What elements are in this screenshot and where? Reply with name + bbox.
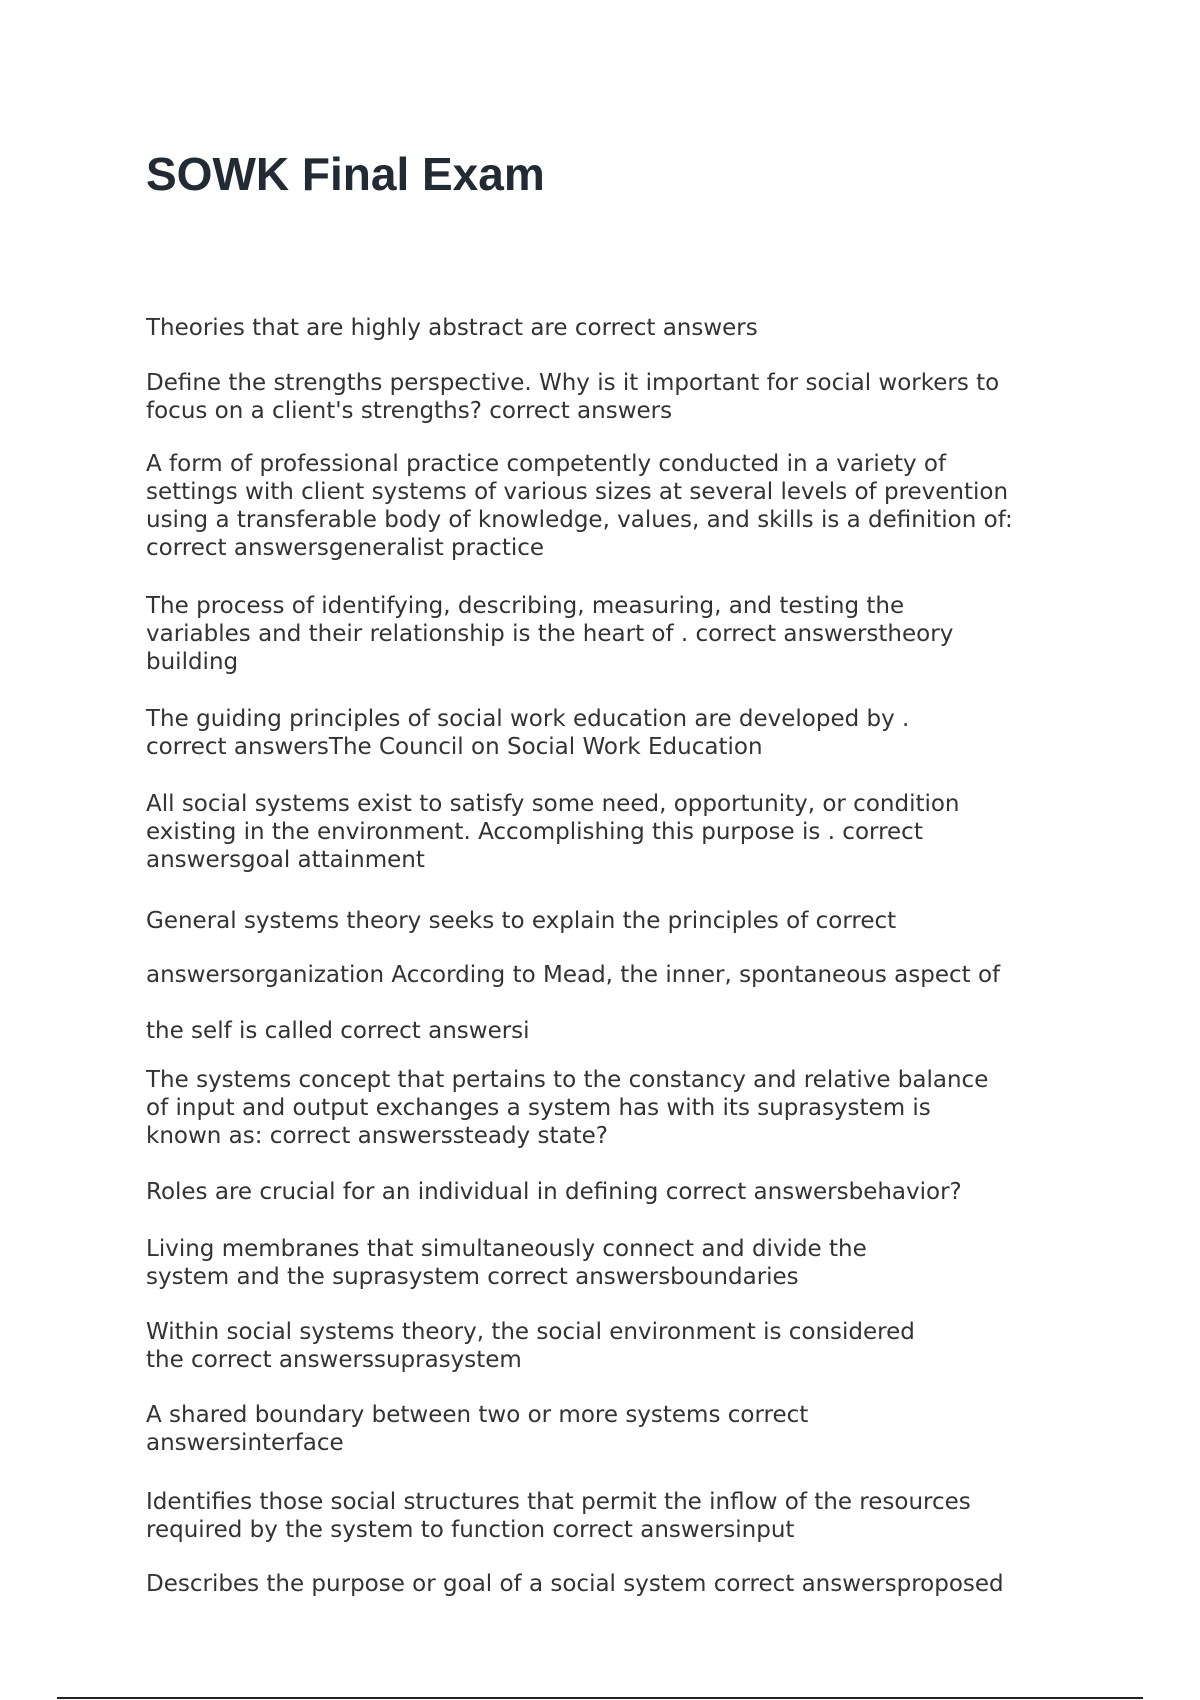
paragraph-5: The guiding principles of social work education are developed by . correct answersThe Council on Social Work Education [146,706,910,760]
paragraph-2: Define the strengths perspective. Why is it important for social workers to focus on a client's strengths? correct answers [146,370,1000,424]
paragraph-1: Theories that are highly abstract are correct answers [146,315,758,341]
paragraph-9: the self is called correct answersi [146,1018,530,1044]
document-title: SOWK Final Exam [146,148,545,200]
paragraph-6: All social systems exist to satisfy some need, opportunity, or condition existing in the environment. Accomplishing this purpose is . correct answersgoal attainment [146,791,960,873]
paragraph-3: A form of professional practice competently conducted in a variety of settings with client systems of various sizes at several levels of prevention using a transferable body of knowledge, values, and skills is a definition of: correct answersgeneralist practice [146,451,1013,561]
paragraph-11: Roles are crucial for an individual in defining correct answersbehavior? [146,1179,962,1205]
paragraph-13: Within social systems theory, the social environment is considered the correct answerssuprasystem [146,1319,915,1373]
paragraph-7: General systems theory seeks to explain the principles of correct [146,908,897,934]
paragraph-15: Identifies those social structures that permit the inflow of the resources required by the system to function correct answersinput [146,1489,971,1543]
paragraph-14: A shared boundary between two or more systems correct answersinterface [146,1402,809,1456]
page-divider [57,1697,1143,1699]
paragraph-8: answersorganization According to Mead, the inner, spontaneous aspect of [146,962,1001,988]
paragraph-12: Living membranes that simultaneously connect and divide the system and the suprasystem correct answersboundaries [146,1236,867,1290]
paragraph-10: The systems concept that pertains to the constancy and relative balance of input and output exchanges a system has with its suprasystem is known as: correct answerssteady state? [146,1067,989,1149]
paragraph-16: Describes the purpose or goal of a social system correct answersproposed [146,1571,1004,1597]
paragraph-4: The process of identifying, describing, measuring, and testing the variables and their relationship is the heart of . correct answerstheory building [146,593,954,675]
